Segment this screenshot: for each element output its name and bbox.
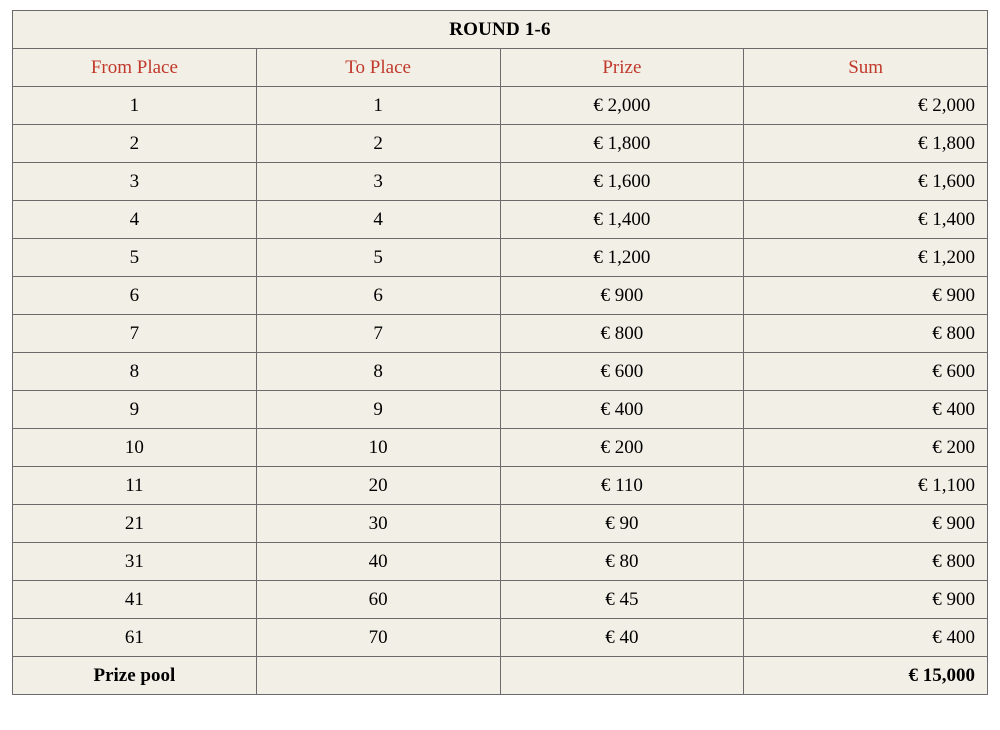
table-row bbox=[13, 429, 988, 467]
cell-from-place: 5 bbox=[13, 239, 257, 277]
cell-prize: € 90 bbox=[500, 505, 744, 543]
cell-sum: € 1,600 bbox=[744, 163, 988, 201]
prize-pool-to-empty bbox=[256, 657, 500, 695]
cell-prize: € 110 bbox=[500, 467, 744, 505]
table-footer-row bbox=[13, 657, 988, 695]
cell-to-place: 5 bbox=[256, 239, 500, 277]
cell-sum: € 1,400 bbox=[744, 201, 988, 239]
table-title-row bbox=[13, 11, 988, 49]
cell-to-place: 70 bbox=[256, 619, 500, 657]
prize-structure-table bbox=[12, 10, 988, 695]
cell-prize: € 200 bbox=[500, 429, 744, 467]
table-row bbox=[13, 163, 988, 201]
cell-from-place: 61 bbox=[13, 619, 257, 657]
cell-sum: € 600 bbox=[744, 353, 988, 391]
cell-sum: € 2,000 bbox=[744, 87, 988, 125]
cell-to-place: 1 bbox=[256, 87, 500, 125]
cell-sum: € 800 bbox=[744, 315, 988, 353]
cell-to-place: 4 bbox=[256, 201, 500, 239]
cell-to-place: 40 bbox=[256, 543, 500, 581]
cell-from-place: 11 bbox=[13, 467, 257, 505]
cell-to-place: 30 bbox=[256, 505, 500, 543]
cell-from-place: 9 bbox=[13, 391, 257, 429]
prize-pool-prize-empty bbox=[500, 657, 744, 695]
cell-to-place: 20 bbox=[256, 467, 500, 505]
table-row bbox=[13, 505, 988, 543]
cell-sum: € 900 bbox=[744, 277, 988, 315]
column-header-prize: Prize bbox=[500, 49, 744, 87]
table-row bbox=[13, 315, 988, 353]
cell-from-place: 8 bbox=[13, 353, 257, 391]
cell-to-place: 7 bbox=[256, 315, 500, 353]
prize-pool-label: Prize pool bbox=[13, 657, 257, 695]
prize-pool-total: € 15,000 bbox=[744, 657, 988, 695]
table-row bbox=[13, 581, 988, 619]
cell-to-place: 9 bbox=[256, 391, 500, 429]
cell-prize: € 1,200 bbox=[500, 239, 744, 277]
table-row bbox=[13, 353, 988, 391]
cell-from-place: 41 bbox=[13, 581, 257, 619]
cell-to-place: 60 bbox=[256, 581, 500, 619]
cell-to-place: 2 bbox=[256, 125, 500, 163]
table-header-row bbox=[13, 49, 988, 87]
table-title: ROUND 1-6 bbox=[13, 11, 988, 49]
table-row bbox=[13, 125, 988, 163]
cell-prize: € 900 bbox=[500, 277, 744, 315]
table-row bbox=[13, 391, 988, 429]
cell-prize: € 1,800 bbox=[500, 125, 744, 163]
table-row bbox=[13, 201, 988, 239]
cell-sum: € 400 bbox=[744, 619, 988, 657]
column-header-from-place: From Place bbox=[13, 49, 257, 87]
cell-prize: € 80 bbox=[500, 543, 744, 581]
cell-from-place: 31 bbox=[13, 543, 257, 581]
cell-prize: € 400 bbox=[500, 391, 744, 429]
cell-from-place: 10 bbox=[13, 429, 257, 467]
cell-from-place: 2 bbox=[13, 125, 257, 163]
cell-from-place: 3 bbox=[13, 163, 257, 201]
table-row bbox=[13, 543, 988, 581]
cell-prize: € 600 bbox=[500, 353, 744, 391]
cell-to-place: 3 bbox=[256, 163, 500, 201]
table-row bbox=[13, 277, 988, 315]
cell-prize: € 45 bbox=[500, 581, 744, 619]
cell-prize: € 40 bbox=[500, 619, 744, 657]
cell-prize: € 2,000 bbox=[500, 87, 744, 125]
cell-sum: € 800 bbox=[744, 543, 988, 581]
cell-sum: € 1,200 bbox=[744, 239, 988, 277]
cell-sum: € 1,800 bbox=[744, 125, 988, 163]
cell-from-place: 1 bbox=[13, 87, 257, 125]
cell-sum: € 1,100 bbox=[744, 467, 988, 505]
cell-from-place: 4 bbox=[13, 201, 257, 239]
table-row bbox=[13, 239, 988, 277]
cell-sum: € 900 bbox=[744, 581, 988, 619]
column-header-sum: Sum bbox=[744, 49, 988, 87]
cell-prize: € 800 bbox=[500, 315, 744, 353]
table-row bbox=[13, 87, 988, 125]
cell-sum: € 200 bbox=[744, 429, 988, 467]
cell-from-place: 6 bbox=[13, 277, 257, 315]
cell-prize: € 1,400 bbox=[500, 201, 744, 239]
table-row bbox=[13, 467, 988, 505]
column-header-to-place: To Place bbox=[256, 49, 500, 87]
cell-sum: € 900 bbox=[744, 505, 988, 543]
cell-prize: € 1,600 bbox=[500, 163, 744, 201]
cell-to-place: 10 bbox=[256, 429, 500, 467]
cell-from-place: 21 bbox=[13, 505, 257, 543]
cell-sum: € 400 bbox=[744, 391, 988, 429]
table-row bbox=[13, 619, 988, 657]
cell-from-place: 7 bbox=[13, 315, 257, 353]
cell-to-place: 6 bbox=[256, 277, 500, 315]
cell-to-place: 8 bbox=[256, 353, 500, 391]
